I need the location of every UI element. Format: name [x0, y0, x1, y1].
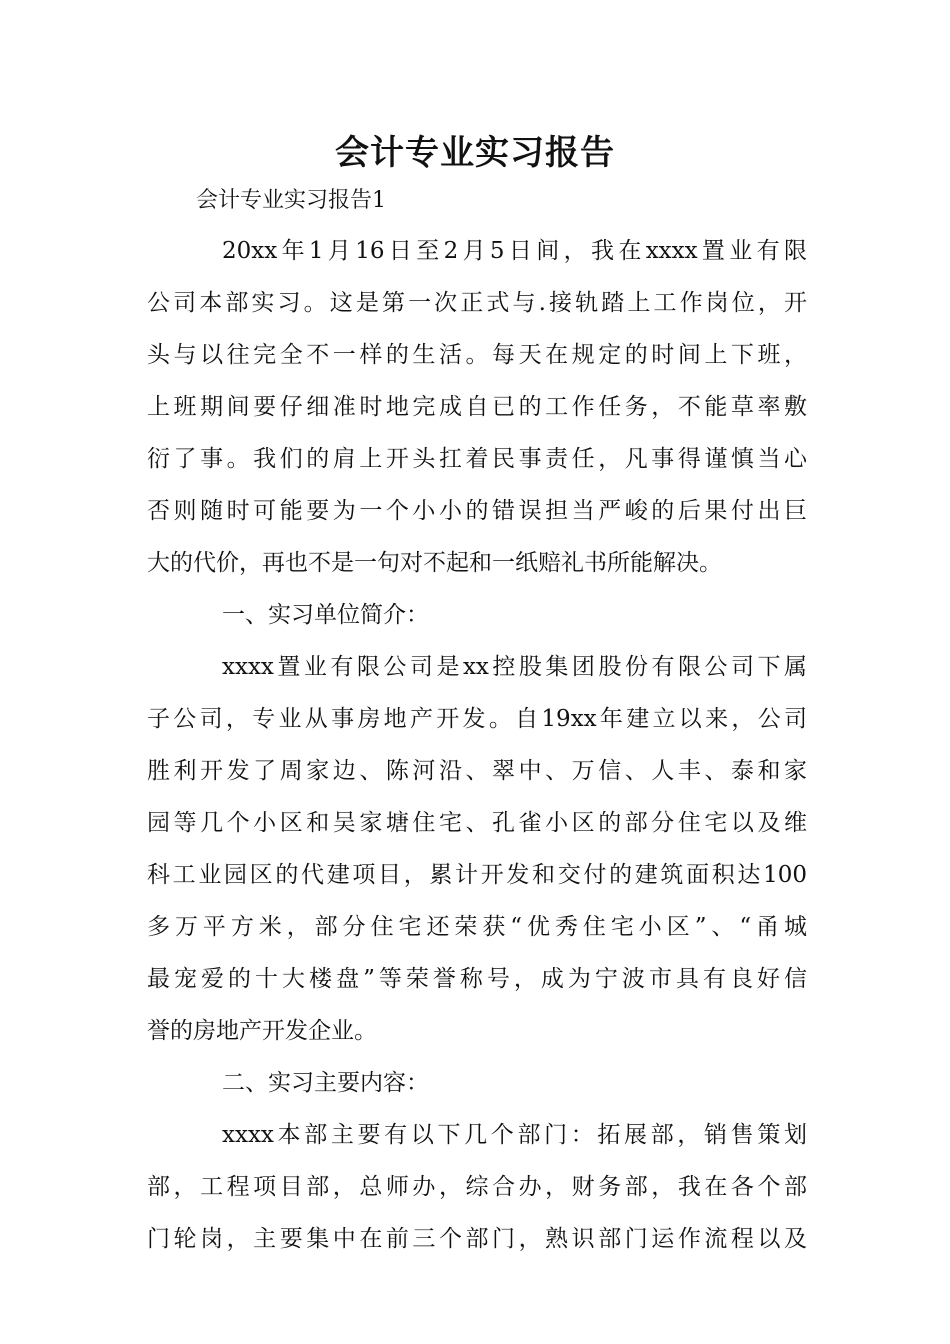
paragraph-line: 多万平方米，部分住宅还荣获“优秀住宅小区”、“甬城 [147, 914, 807, 940]
paragraph-line: 誉的房地产开发企业。 [147, 1018, 377, 1044]
document-title: 会计专业实习报告 [335, 133, 615, 173]
paragraph-line: 公司本部实习。这是第一次正式与.接轨踏上工作岗位，开 [147, 290, 807, 316]
paragraph-line: 园等几个小区和吴家塘住宅、孔雀小区的部分住宅以及维 [147, 810, 807, 836]
paragraph-line: 子公司，专业从事房地产开发。自19xx年建立以来，公司 [147, 706, 807, 732]
paragraph-line: 上班期间要仔细准时地完成自已的工作任务，不能草率敷 [147, 394, 807, 420]
paragraph-line: 否则随时可能要为一个小小的错误担当严峻的后果付出巨 [147, 498, 807, 524]
paragraph-line: xxxx置业有限公司是xx控股集团股份有限公司下属 [222, 654, 807, 680]
paragraph-line: 头与以往完全不一样的生活。每天在规定的时间上下班， [147, 342, 807, 368]
paragraph-line: 胜利开发了周家边、陈河沿、翠中、万信、人丰、泰和家 [147, 758, 807, 784]
section-heading: 二、实习主要内容： [222, 1070, 429, 1096]
paragraph-line: xxxx本部主要有以下几个部门：拓展部，销售策划 [222, 1122, 807, 1148]
paragraph-line: 20xx年1月16日至2月5日间，我在xxxx置业有限 [222, 238, 807, 264]
paragraph-line: 科工业园区的代建项目，累计开发和交付的建筑面积达100 [147, 862, 807, 888]
paragraph-line: 大的代价，再也不是一句对不起和一纸赔礼书所能解决。 [147, 550, 722, 576]
document-subtitle: 会计专业实习报告1 [196, 188, 386, 213]
paragraph-line: 门轮岗，主要集中在前三个部门，熟识部门运作流程以及 [147, 1226, 807, 1252]
paragraph-line: 部，工程项目部，总师办，综合办，财务部，我在各个部 [147, 1174, 807, 1200]
paragraph-line: 衍了事。我们的肩上开头扛着民事责任，凡事得谨慎当心 [147, 446, 807, 472]
paragraph-line: 最宠爱的十大楼盘”等荣誉称号，成为宁波市具有良好信 [147, 966, 807, 992]
section-heading: 一、实习单位简介： [222, 602, 429, 628]
